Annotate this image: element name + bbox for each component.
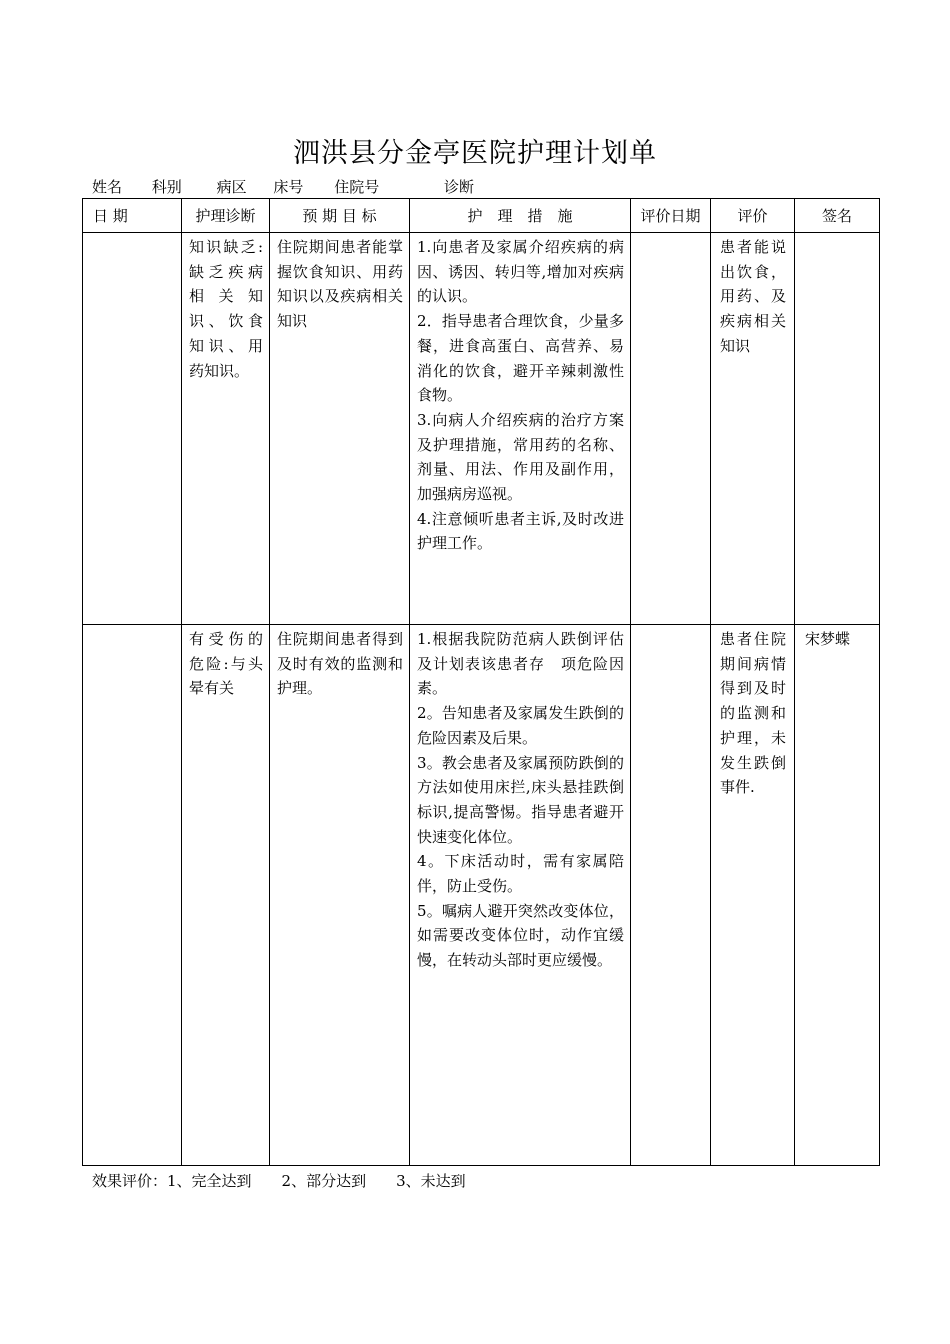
- table-row: [83, 625, 880, 1166]
- row2-goal: 住院期间患者得到及时有效的监测和护理。: [270, 625, 410, 1166]
- page-title: 泗洪县分金亭医院护理计划单: [293, 138, 657, 169]
- row2-eval-date: [631, 625, 711, 1166]
- row2-evaluation: 患者住院期间病情得到及时的监测和护理，未发生跌倒事件.: [711, 625, 795, 1166]
- evaluation-legend: 效果评价：1、完全达到 2、部分达到 3、未达到: [92, 1172, 466, 1190]
- patient-info-line: [92, 176, 474, 197]
- row2-diagnosis: 有受伤的危险:与头晕有关: [182, 625, 270, 1166]
- table-header-row: [83, 199, 880, 233]
- row1-measure-item: 2．指导患者合理饮食，少量多餐，进食高蛋白、高营养、易消化的饮食，避开辛辣刺激性食物。: [417, 312, 624, 405]
- row1-measure-item: 1.向患者及家属介绍疾病的病因、诱因、转归等,增加对疾病的认识。: [417, 238, 624, 306]
- row2-date: [83, 625, 182, 1166]
- row1-eval-date: [631, 233, 711, 625]
- header-date: 日 期: [83, 199, 182, 233]
- header-measures: 护 理 措 施: [410, 199, 631, 233]
- row1-goal: 住院期间患者能掌握饮食知识、用药知识以及疾病相关知识: [270, 233, 410, 625]
- info-diagnosis-label: 诊断: [443, 178, 474, 196]
- table-row: [83, 233, 880, 625]
- header-eval-date: 评价日期: [631, 199, 711, 233]
- nursing-plan-table: [82, 198, 880, 1166]
- row2-measure-item: 3。教会患者及家属预防跌倒的方法如使用床拦,床头悬挂跌倒标识,提高警惕。指导患者避开快速变化体位。: [417, 753, 624, 846]
- info-ward-label: 病区: [216, 178, 247, 196]
- info-admission-no-label: 住院号: [334, 178, 380, 196]
- row2-measure-item: 4。下床活动时，需有家属陪伴，防止受伤。: [417, 852, 624, 896]
- row1-measure-item: 4.注意倾听患者主诉,及时改进护理工作。: [417, 509, 624, 553]
- info-name-label: 姓名: [92, 178, 123, 196]
- row2-measure-item: 5。嘱病人避开突然改变体位，如需要改变体位时，动作宜缓慢，在转动头部时更应缓慢。: [417, 901, 624, 970]
- row2-measures: [410, 625, 631, 1166]
- row1-measures: [410, 233, 631, 625]
- info-bed-label: 床号: [273, 178, 304, 196]
- header-evaluation: 评价: [711, 199, 795, 233]
- header-diagnosis: 护理诊断: [182, 199, 270, 233]
- row1-measure-item: 3.向病人介绍疾病的治疗方案及护理措施，常用药的名称、剂量、用法、作用及副作用，加强病房巡视。: [417, 410, 624, 504]
- header-goal: 预 期 目 标: [270, 199, 410, 233]
- row2-signature: 宋梦蝶: [795, 625, 880, 1166]
- row2-measure-item: 2。告知患者及家属发生跌倒的危险因素及后果。: [417, 704, 624, 747]
- row1-diagnosis: 知识缺乏:缺乏疾病相关知识、饮食知识、用药知识。: [182, 233, 270, 625]
- row2-measure-item: 1.根据我院防范病人跌倒评估及计划表该患者存 项危险因素。: [417, 630, 624, 698]
- header-signature: 签名: [795, 199, 880, 233]
- row1-evaluation: 患者能说出饮食，用药、及疾病相关知识: [711, 233, 795, 625]
- info-department-label: 科别: [151, 178, 182, 196]
- row1-signature: [795, 233, 880, 625]
- row1-date: [83, 233, 182, 625]
